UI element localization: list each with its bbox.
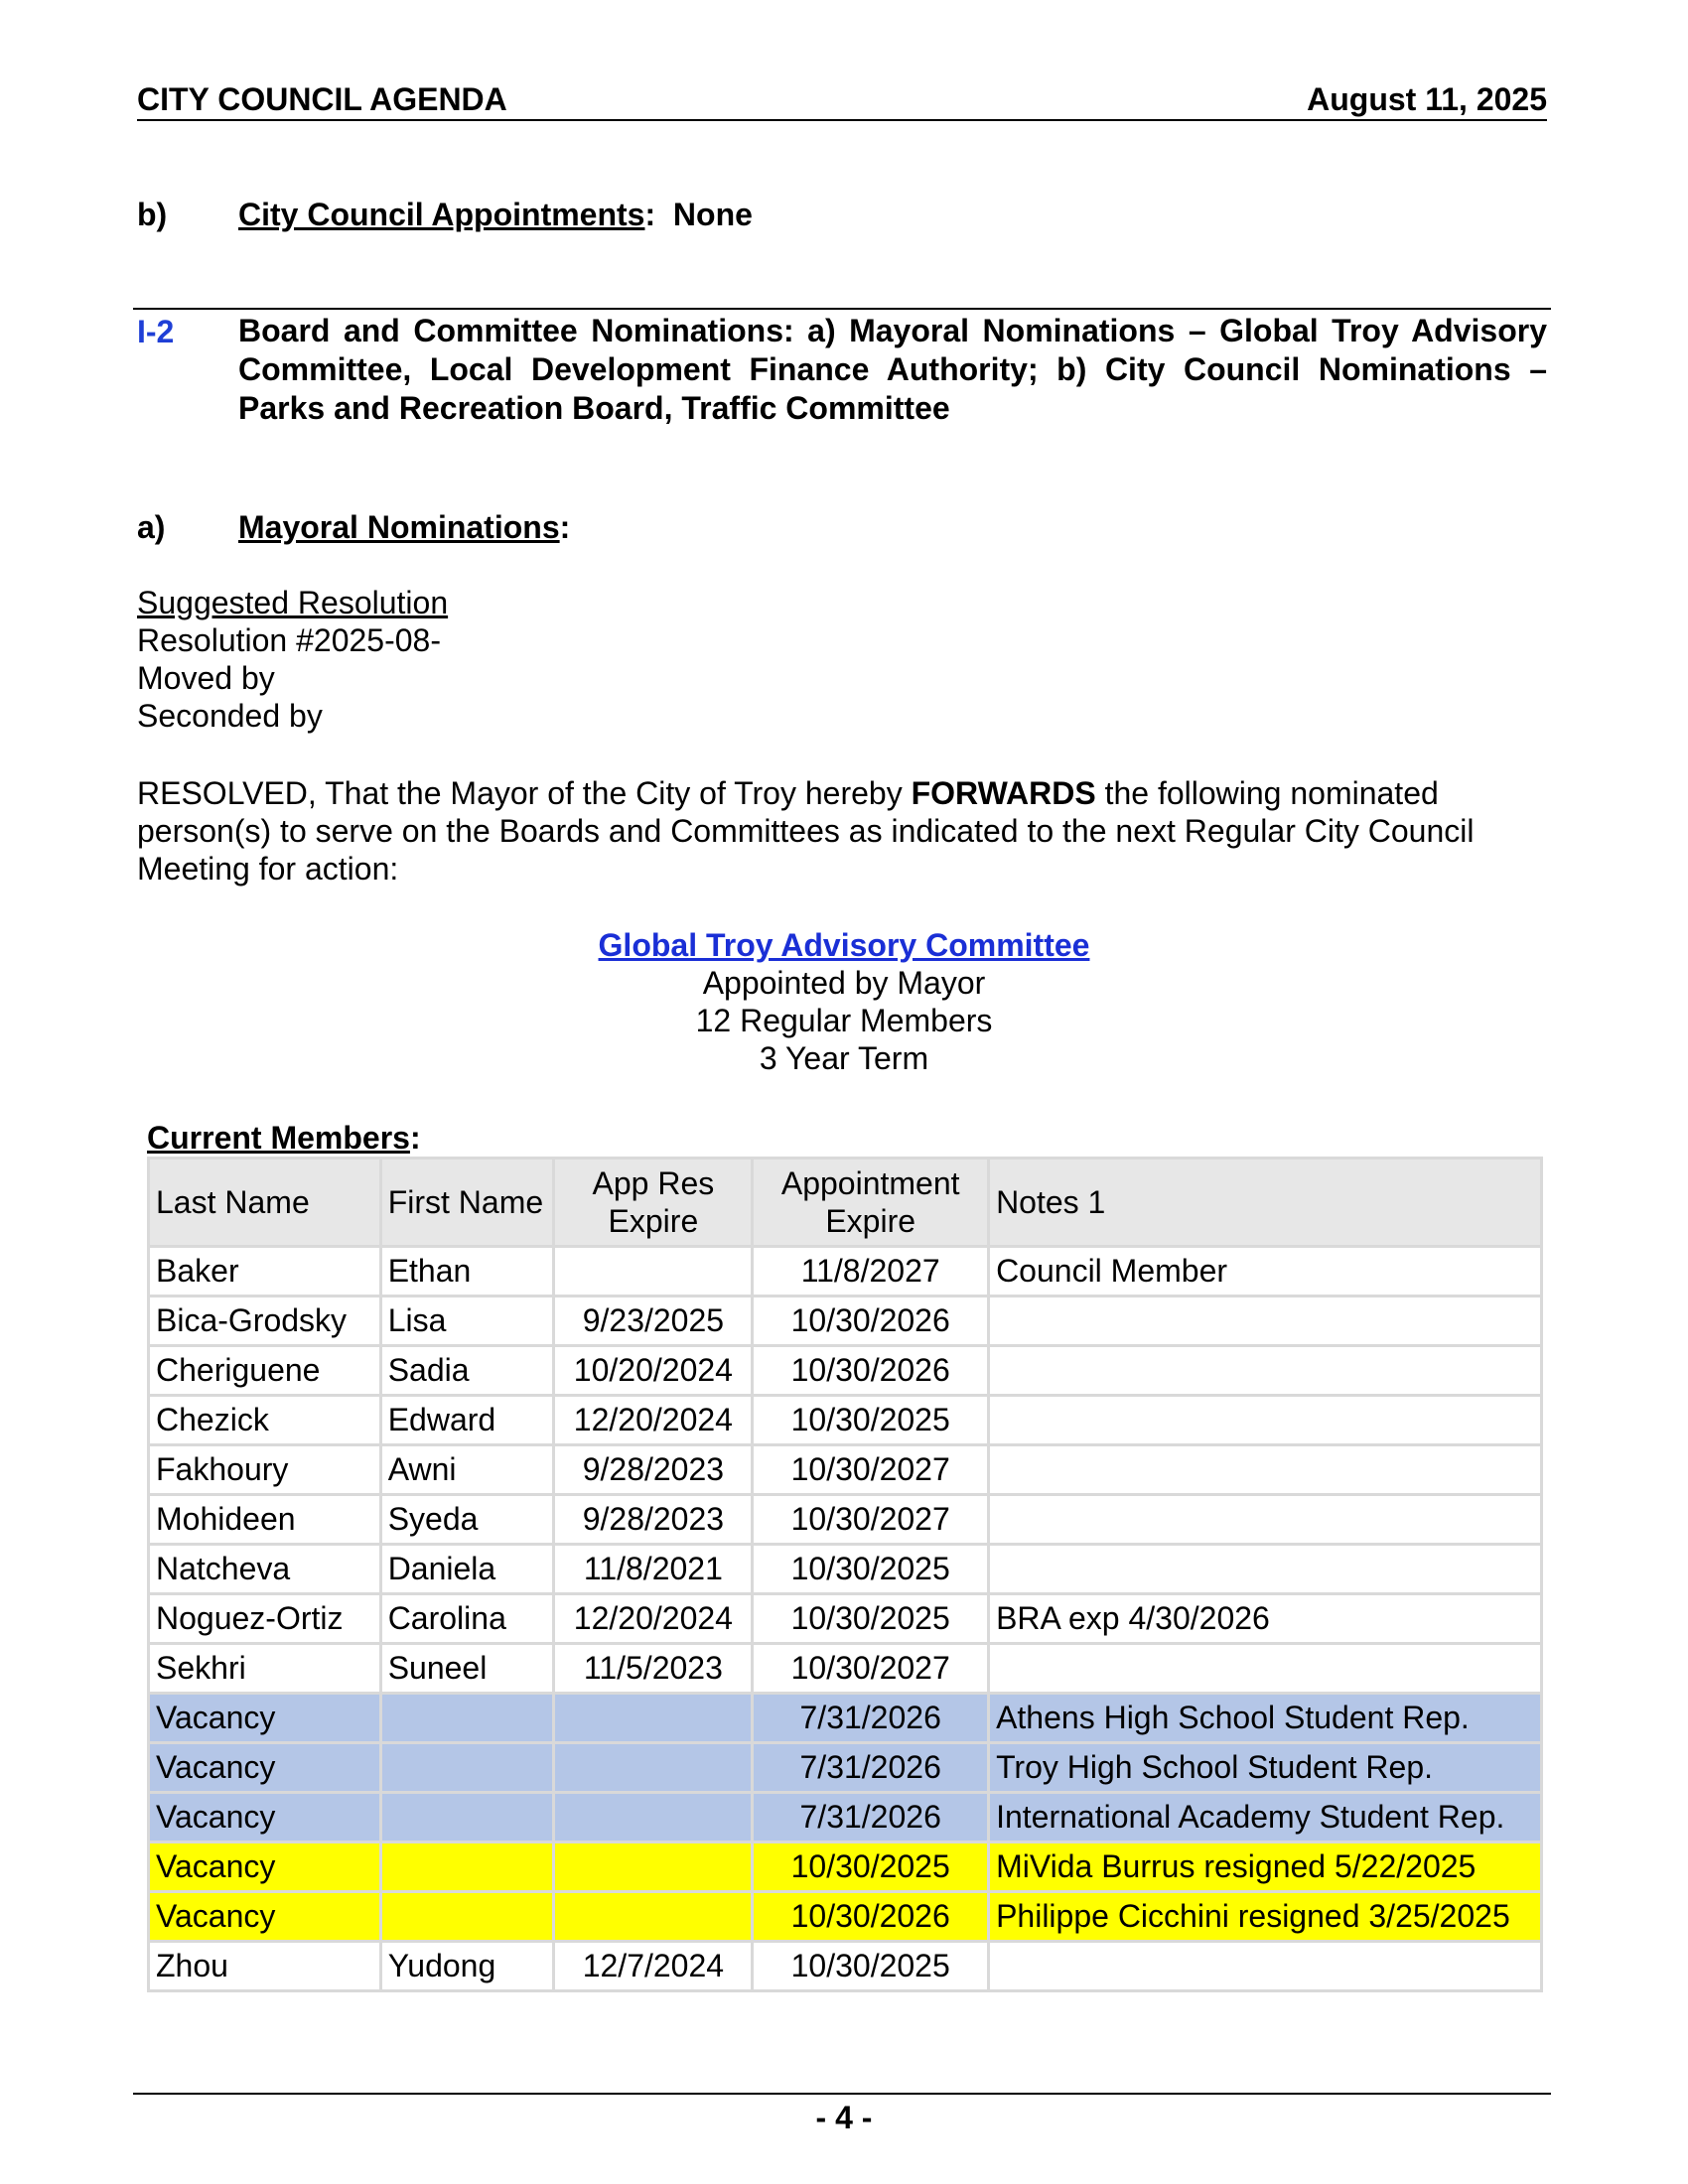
cell-first-name: Lisa [380, 1297, 554, 1346]
table-row [149, 1545, 1542, 1594]
cell-app-res-expire: 12/20/2024 [554, 1594, 753, 1644]
cell-first-name: Awni [380, 1445, 554, 1495]
cell-last-name: Vacancy [149, 1793, 381, 1843]
cell-last-name: Bica-Grodsky [149, 1297, 381, 1346]
cell-app-res-expire: 9/23/2025 [554, 1297, 753, 1346]
committee-appointed-by: Appointed by Mayor [702, 965, 986, 1001]
cell-last-name: Cheriguene [149, 1346, 381, 1396]
cell-notes: Athens High School Student Rep. [989, 1694, 1542, 1743]
table-caption-colon: : [409, 1120, 421, 1156]
header-notes: Notes 1 [989, 1159, 1542, 1247]
section-a-colon: : [559, 509, 571, 545]
cell-app-res-expire [554, 1247, 753, 1297]
cell-appointment-expire: 7/31/2026 [753, 1694, 989, 1743]
cell-notes: Troy High School Student Rep. [989, 1743, 1542, 1793]
cell-app-res-expire: 12/7/2024 [554, 1942, 753, 1991]
cell-last-name: Vacancy [149, 1892, 381, 1942]
resolved-paragraph [137, 774, 1547, 887]
cell-notes [989, 1396, 1542, 1445]
cell-first-name: Carolina [380, 1594, 554, 1644]
cell-app-res-expire: 9/28/2023 [554, 1495, 753, 1545]
cell-app-res-expire: 12/20/2024 [554, 1396, 753, 1445]
cell-appointment-expire: 10/30/2025 [753, 1594, 989, 1644]
resolution-block [137, 584, 448, 735]
item-number: I-2 [137, 314, 175, 349]
cell-last-name: Chezick [149, 1396, 381, 1445]
cell-first-name: Edward [380, 1396, 554, 1445]
cell-last-name: Natcheva [149, 1545, 381, 1594]
cell-first-name: Daniela [380, 1545, 554, 1594]
resolution-seconded: Seconded by [137, 698, 323, 734]
cell-last-name: Vacancy [149, 1743, 381, 1793]
cell-first-name: Ethan [380, 1247, 554, 1297]
header-app-res-expire: App Res Expire [554, 1159, 753, 1247]
cell-notes [989, 1346, 1542, 1396]
table-row [149, 1793, 1542, 1843]
cell-notes: BRA exp 4/30/2026 [989, 1594, 1542, 1644]
cell-notes [989, 1445, 1542, 1495]
agenda-title: CITY COUNCIL AGENDA [137, 81, 507, 117]
cell-appointment-expire: 10/30/2025 [753, 1942, 989, 1991]
section-b-heading [238, 195, 753, 234]
table-row [149, 1694, 1542, 1743]
cell-last-name: Baker [149, 1247, 381, 1297]
header-appointment-expire: Appointment Expire [753, 1159, 989, 1247]
page-number: - 4 - [815, 2100, 873, 2135]
cell-first-name [380, 1694, 554, 1743]
cell-notes [989, 1297, 1542, 1346]
resolution-moved: Moved by [137, 660, 275, 696]
cell-appointment-expire: 10/30/2027 [753, 1644, 989, 1694]
table-row [149, 1495, 1542, 1545]
cell-first-name: Yudong [380, 1942, 554, 1991]
members-table-body [149, 1247, 1542, 1991]
cell-appointment-expire: 7/31/2026 [753, 1743, 989, 1793]
cell-first-name [380, 1793, 554, 1843]
cell-notes [989, 1644, 1542, 1694]
cell-appointment-expire: 10/30/2027 [753, 1495, 989, 1545]
section-b-colon: : [644, 197, 656, 232]
agenda-date: August 11, 2025 [1307, 81, 1547, 117]
cell-first-name: Sadia [380, 1346, 554, 1396]
table-row [149, 1942, 1542, 1991]
cell-last-name: Noguez-Ortiz [149, 1594, 381, 1644]
table-row [149, 1743, 1542, 1793]
committee-members-count: 12 Regular Members [695, 1003, 993, 1038]
cell-first-name [380, 1743, 554, 1793]
section-a-label: a) [137, 509, 166, 545]
section-b-value: None [672, 197, 753, 232]
cell-appointment-expire: 10/30/2026 [753, 1892, 989, 1942]
cell-notes [989, 1942, 1542, 1991]
table-caption-text: Current Members [147, 1120, 410, 1156]
members-table [147, 1157, 1543, 1992]
cell-app-res-expire: 10/20/2024 [554, 1346, 753, 1396]
table-row [149, 1843, 1542, 1892]
cell-appointment-expire: 10/30/2026 [753, 1297, 989, 1346]
committee-name-link[interactable]: Global Troy Advisory Committee [598, 927, 1090, 963]
cell-notes: Philippe Cicchini resigned 3/25/2025 [989, 1892, 1542, 1942]
cell-last-name: Fakhoury [149, 1445, 381, 1495]
cell-first-name [380, 1843, 554, 1892]
committee-info [0, 926, 1688, 1077]
resolved-text-bold: FORWARDS [911, 775, 1096, 811]
table-row [149, 1396, 1542, 1445]
cell-app-res-expire [554, 1793, 753, 1843]
header-first-name: First Name [380, 1159, 554, 1247]
resolution-number: Resolution #2025-08- [137, 622, 441, 658]
resolved-text-before: RESOLVED, That the Mayor of the City of Troy hereby [137, 775, 912, 811]
cell-app-res-expire [554, 1694, 753, 1743]
cell-notes [989, 1495, 1542, 1545]
section-a-title: Mayoral Nominations [238, 509, 560, 545]
cell-appointment-expire: 11/8/2027 [753, 1247, 989, 1297]
table-row [149, 1297, 1542, 1346]
cell-last-name: Vacancy [149, 1694, 381, 1743]
cell-notes: International Academy Student Rep. [989, 1793, 1542, 1843]
table-caption [147, 1118, 421, 1158]
table-row [149, 1644, 1542, 1694]
cell-notes: MiVida Burrus resigned 5/22/2025 [989, 1843, 1542, 1892]
cell-notes [989, 1545, 1542, 1594]
cell-app-res-expire: 11/5/2023 [554, 1644, 753, 1694]
table-row [149, 1445, 1542, 1495]
resolution-heading: Suggested Resolution [137, 585, 449, 620]
cell-last-name: Sekhri [149, 1644, 381, 1694]
cell-last-name: Vacancy [149, 1843, 381, 1892]
cell-notes: Council Member [989, 1247, 1542, 1297]
cell-first-name [380, 1892, 554, 1942]
table-header-row [149, 1159, 1542, 1247]
committee-term: 3 Year Term [759, 1040, 929, 1076]
cell-app-res-expire: 11/8/2021 [554, 1545, 753, 1594]
section-b-label: b) [137, 197, 168, 232]
page-header [137, 79, 1547, 121]
cell-appointment-expire: 10/30/2025 [753, 1545, 989, 1594]
cell-appointment-expire: 10/30/2025 [753, 1843, 989, 1892]
cell-appointment-expire: 10/30/2025 [753, 1396, 989, 1445]
table-row [149, 1247, 1542, 1297]
cell-app-res-expire [554, 1892, 753, 1942]
cell-app-res-expire: 9/28/2023 [554, 1445, 753, 1495]
item-divider [133, 308, 1551, 310]
item-title: Board and Committee Nominations: a) Mayoral Nominations – Global Troy Advisory Committee, Local Development Finance Authority; b) City Council Nominations – Parks and Recreation Board, Traffic Committee [238, 313, 1547, 426]
table-row [149, 1892, 1542, 1942]
resolved-text-after: the following nominated person(s) to serve on the Boards and Committees as indicated to the next Regular City Council Meeting for action: [137, 775, 1475, 887]
cell-appointment-expire: 10/30/2026 [753, 1346, 989, 1396]
cell-last-name: Mohideen [149, 1495, 381, 1545]
header-last-name: Last Name [149, 1159, 381, 1247]
cell-last-name: Zhou [149, 1942, 381, 1991]
cell-app-res-expire [554, 1743, 753, 1793]
cell-first-name: Suneel [380, 1644, 554, 1694]
section-b-title: City Council Appointments [238, 197, 645, 232]
table-row [149, 1594, 1542, 1644]
cell-appointment-expire: 7/31/2026 [753, 1793, 989, 1843]
cell-first-name: Syeda [380, 1495, 554, 1545]
table-row [149, 1346, 1542, 1396]
cell-appointment-expire: 10/30/2027 [753, 1445, 989, 1495]
footer-rule [133, 2093, 1551, 2095]
cell-app-res-expire [554, 1843, 753, 1892]
section-a-heading [238, 507, 570, 547]
